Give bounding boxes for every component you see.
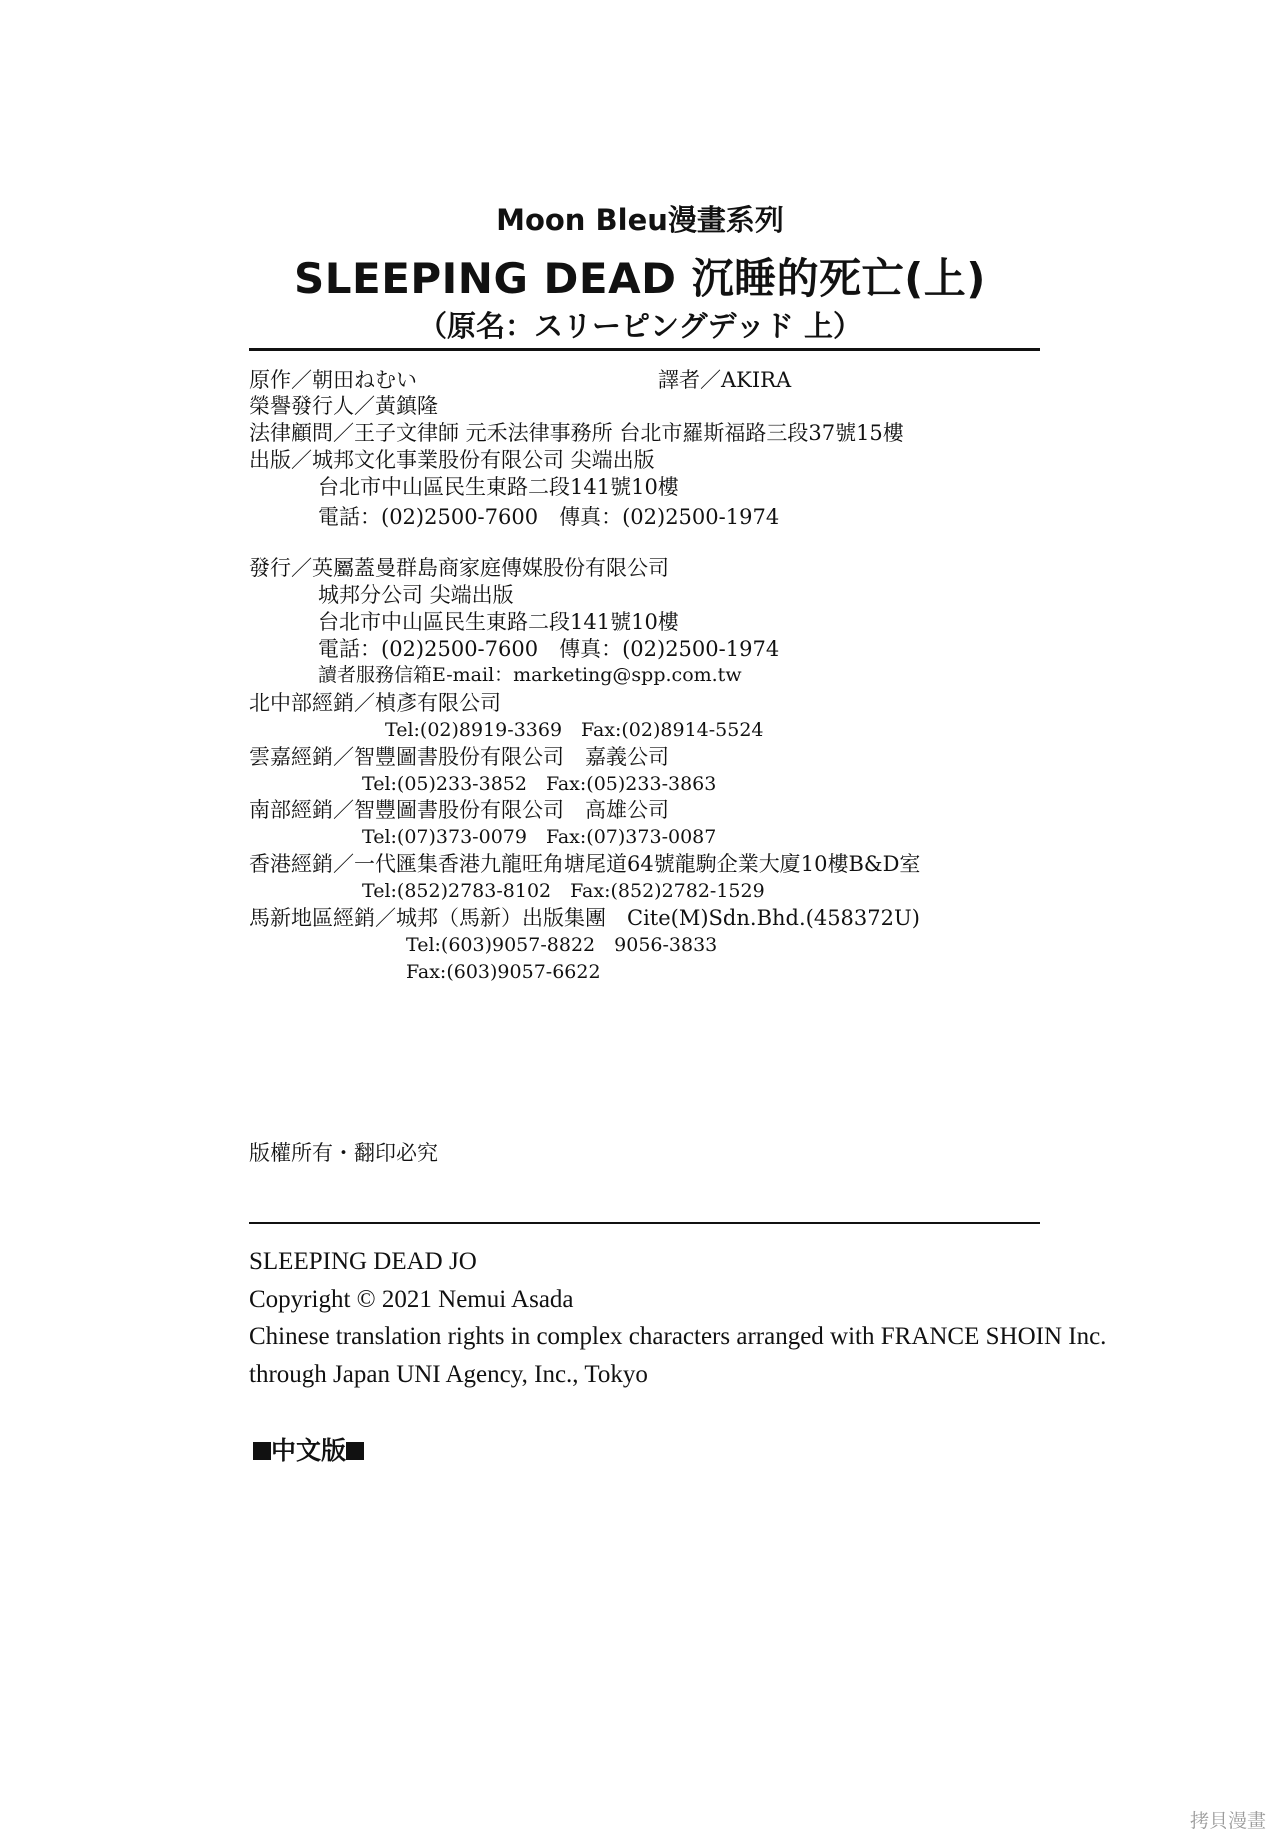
translator-credit: 譯者／AKIRA xyxy=(658,368,792,392)
my-fax: Fax:(603)9057-6622 xyxy=(406,961,601,983)
yunjia-distributor: 雲嘉經銷／智豐圖書股份有限公司 嘉義公司 xyxy=(249,745,669,769)
square-mark-icon xyxy=(346,1442,364,1460)
original-title: （原名：スリーピングデッド 上） xyxy=(418,309,862,343)
publisher-name: 出版／城邦文化事業股份有限公司 尖端出版 xyxy=(249,448,655,472)
top-divider xyxy=(249,348,1040,351)
series-name: Moon Bleu漫畫系列 xyxy=(496,203,784,237)
book-title: SLEEPING DEAD 沉睡的死亡(上) xyxy=(294,254,986,303)
publisher-address: 台北市中山區民生東路二段141號10樓 xyxy=(318,475,679,499)
rights-notice: 版權所有・翻印必究 xyxy=(249,1141,438,1165)
translation-rights-line: Chinese translation rights in complex characters arranged with FRANCE SHOIN Inc. xyxy=(249,1323,1107,1350)
hk-distributor: 香港經銷／一代匯集香港九龍旺角塘尾道64號龍駒企業大廈10樓B&D室 xyxy=(249,852,921,876)
distributor-address: 台北市中山區民生東路二段141號10樓 xyxy=(318,610,679,634)
author-credit: 原作／朝田ねむい xyxy=(249,368,417,392)
copyright-line: Copyright © 2021 Nemui Asada xyxy=(249,1286,574,1313)
south-distributor: 南部經銷／智豐圖書股份有限公司 高雄公司 xyxy=(249,798,669,822)
honorary-publisher: 榮譽發行人／黃鎮隆 xyxy=(249,394,438,418)
reader-service-email: 讀者服務信箱E-mail：marketing@spp.com.tw xyxy=(318,664,742,686)
distributor-phone: 電話：(02)2500-7600 傳真：(02)2500-1974 xyxy=(318,637,780,661)
hk-contact: Tel:(852)2783-8102 Fax:(852)2782-1529 xyxy=(362,880,765,902)
north-distributor: 北中部經銷／楨彥有限公司 xyxy=(249,691,501,715)
my-distributor: 馬新地區經銷／城邦（馬新）出版集團 Cite(M)Sdn.Bhd.(458372U) xyxy=(249,906,920,930)
distributor-branch: 城邦分公司 尖端出版 xyxy=(318,583,514,607)
south-contact: Tel:(07)373-0079 Fax:(07)373-0087 xyxy=(362,826,717,848)
edition-label xyxy=(253,1431,364,1467)
watermark: 拷貝漫畫 xyxy=(1189,1810,1266,1832)
north-contact: Tel:(02)8919-3369 Fax:(02)8914-5524 xyxy=(385,719,764,741)
distributor-name: 發行／英屬蓋曼群島商家庭傳媒股份有限公司 xyxy=(249,556,669,580)
bottom-divider xyxy=(249,1222,1040,1224)
legal-advisor: 法律顧問／王子文律師 元禾法律事務所 台北市羅斯福路三段37號15樓 xyxy=(249,421,904,445)
english-title: SLEEPING DEAD JO xyxy=(249,1248,477,1275)
square-mark-icon xyxy=(253,1442,271,1460)
edition-text: 中文版 xyxy=(271,1436,347,1465)
agency-line: through Japan UNI Agency, Inc., Tokyo xyxy=(249,1361,648,1388)
yunjia-contact: Tel:(05)233-3852 Fax:(05)233-3863 xyxy=(362,773,717,795)
publisher-phone: 電話：(02)2500-7600 傳真：(02)2500-1974 xyxy=(318,505,780,529)
my-tel: Tel:(603)9057-8822 9056-3833 xyxy=(406,934,718,956)
